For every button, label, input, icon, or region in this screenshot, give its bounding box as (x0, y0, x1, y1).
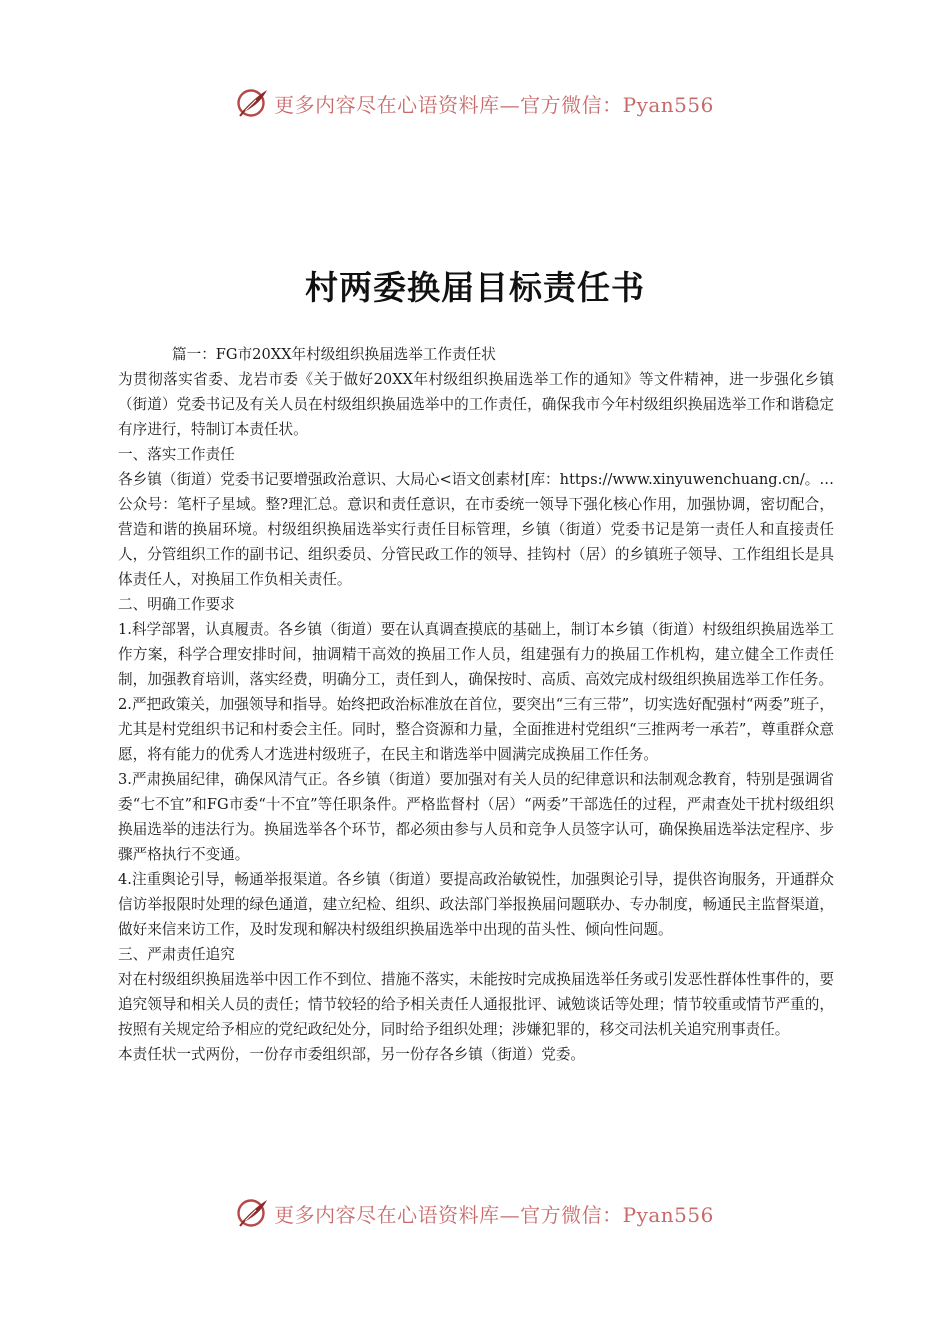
document-subtitle: 篇一：FG市20XX年村级组织换届选举工作责任状 (172, 346, 496, 363)
section-heading-3: 三、严肃责任追究 (118, 946, 235, 963)
header-watermark-banner (0, 83, 950, 123)
section-3-paragraph: 对在村级组织换届选举中因工作不到位、措施不落实，未能按时完成换届选举任务或引发恶性群体性事件的，要追究领导和相关人员的责任；情节较轻的给予相关责任人通报批评、诫勉谈话等处理；情节较重或情节严重的，按照有关规定给予相应的党纪政纪处分，同时给予组织处理；涉嫌犯罪的，移交司法机关追究刑事责任。 (118, 971, 834, 1038)
requirement-item-1: 1.科学部署，认真履责。各乡镇（街道）要在认真调查摸底的基础上，制订本乡镇（街道）村级组织换届选举工作方案，科学合理安排时间，抽调精干高效的换届工作人员，组建强有力的换届工作机构，建立健全工作责任制，加强教育培训，落实经费，明确分工，责任到人，确保按时、高质、高效完成村级组织换届选举工作任务。 (118, 621, 834, 688)
document-title: 村两委换届目标责任书 (305, 268, 645, 307)
closing-paragraph: 本责任状一式两份，一份存市委组织部，另一份存各乡镇（街道）党委。 (118, 1046, 586, 1063)
watermark-text: 更多内容尽在心语资料库—官方微信：Pyan556 (274, 1202, 714, 1227)
requirement-item-3: 3.严肃换届纪律，确保风清气正。各乡镇（街道）要加强对有关人员的纪律意识和法制观念教育，特别是强调省委“七不宜”和FG市委“十不宜”等任职条件。严格监督村（居）“两委”干部选任的过程，严肃查处干扰村级组织换届选举的违法行为。换届选举各个环节，都必须由参与人员和竞争人员签字认可，确保换届选举法定程序、步骤严格执行不变通。 (118, 771, 834, 863)
footer-watermark-banner (0, 1193, 950, 1233)
document-body (118, 342, 834, 1067)
section-heading-1: 一、落实工作责任 (118, 446, 235, 463)
requirement-item-2: 2.严把政策关，加强领导和指导。始终把政治标准放在首位，要突出“三有三带”，切实选好配强村“两委”班子，尤其是村党组织书记和村委会主任。同时，整合资源和力量，全面推进村党组织“三推两考一承若”，尊重群众意愿，将有能力的优秀人才选进村级班子，在民主和谐选举中圆满完成换届工作任务。 (118, 696, 834, 763)
quill-logo-icon (236, 86, 270, 120)
watermark-text: 更多内容尽在心语资料库—官方微信：Pyan556 (274, 92, 714, 117)
section-heading-2: 二、明确工作要求 (118, 596, 235, 613)
section-1-paragraph: 各乡镇（街道）党委书记要增强政治意识、大局心<语文创素材[库：https://www.xinyuwenchuang.cn/。…公众号：笔杆子星域。整?理汇总。意识和责任意识，在市委统一领导下强化核心作用，加强协调，密切配合，营造和谐的换届环境。村级组织换届选举实行责任目标管理，乡镇（街道）党委书记是第一责任人和直接责任人，分管组织工作的副书记、组织委员、分管民政工作的领导、挂钩村（居）的乡镇班子领导、工作组组长是具体责任人，对换届工作负相关责任。 (118, 471, 834, 588)
quill-logo-icon (236, 1196, 270, 1230)
requirement-item-4: 4.注重舆论引导，畅通举报渠道。各乡镇（街道）要提高政治敏锐性，加强舆论引导，提供咨询服务，开通群众信访举报限时处理的绿色通道，建立纪检、组织、政法部门举报换届问题联办、专办制度，畅通民主监督渠道，做好来信来访工作，及时发现和解决村级组织换届选举中出现的苗头性、倾向性问题。 (118, 871, 834, 938)
intro-paragraph: 为贯彻落实省委、龙岩市委《关于做好20XX年村级组织换届选举工作的通知》等文件精神，进一步强化乡镇（街道）党委书记及有关人员在村级组织换届选举中的工作责任，确保我市今年村级组织换届选举工作和谐稳定有序进行，特制订本责任状。 (118, 371, 834, 438)
